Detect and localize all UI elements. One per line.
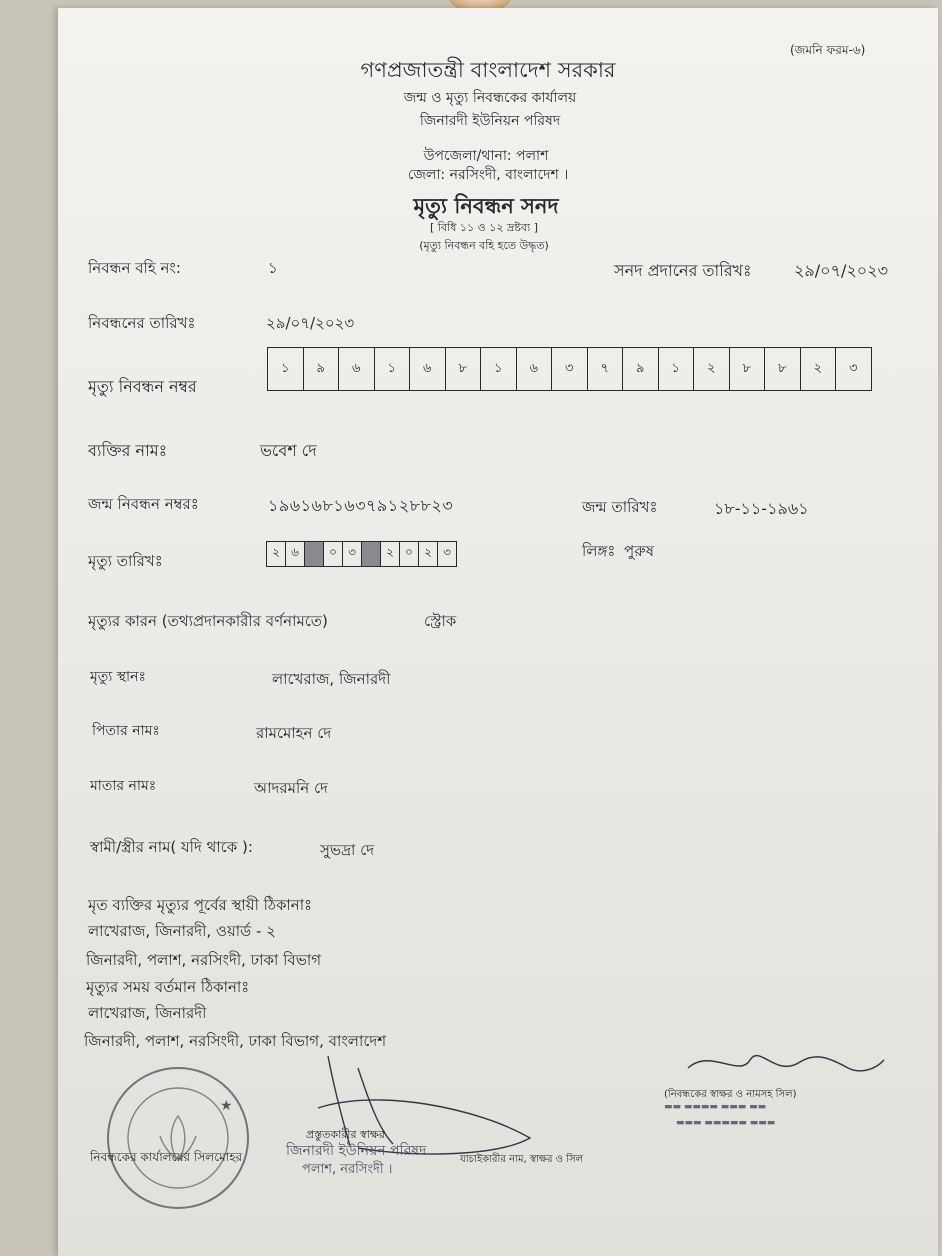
death-reg-digit: ১ bbox=[375, 348, 411, 390]
union-round-seal bbox=[98, 1058, 258, 1218]
death-reg-digit: ৬ bbox=[339, 348, 375, 390]
father-value: রামমোহন দে bbox=[256, 724, 332, 742]
verifier-caption: যাচাইকারীর নাম, স্বাক্ষর ও সিল bbox=[460, 1154, 584, 1165]
registrar-stamp-text-2: ▬▬▬ ▬▬▬▬▬ ▬▬▬ bbox=[676, 1118, 776, 1128]
book-no-value: ১ bbox=[268, 259, 278, 277]
death-date-boxes bbox=[266, 541, 457, 567]
death-date-digit: ২ bbox=[267, 542, 286, 566]
father-label: পিতার নামঃ bbox=[92, 723, 160, 739]
registrar-office-seal-label: নিবন্ধকের কার্যালয়ের সিলমোহর bbox=[90, 1150, 243, 1164]
death-date-digit: ২ bbox=[381, 542, 400, 566]
certificate-paper bbox=[58, 8, 938, 1256]
death-date-label: মৃত্যু তারিখঃ bbox=[88, 552, 163, 570]
death-reg-digit: ৮ bbox=[446, 348, 482, 390]
death-reg-digit: ৯ bbox=[304, 348, 340, 390]
person-name-label: ব্যক্তির নামঃ bbox=[88, 441, 168, 460]
death-reg-digit: ৬ bbox=[410, 348, 446, 390]
permanent-address-line2: জিনারদী, পলাশ, নরসিংদী, ঢাকা বিভাগ bbox=[86, 951, 322, 969]
permanent-address-line1: লাখেরাজ, জিনারদী, ওয়ার্ড - ২ bbox=[88, 922, 276, 940]
government-title: গণপ্রজাতন্ত্রী বাংলাদেশ সরকার bbox=[360, 58, 616, 82]
cause-label: মৃত্যুর কারন (তথ্যপ্রদানকারীর বর্ণনামতে) bbox=[88, 612, 328, 630]
birth-date-label: জন্ম তারিখঃ bbox=[582, 498, 658, 516]
gender-label: লিঙ্গঃ bbox=[582, 542, 616, 560]
preparer-sign-label: প্রস্তুতকারীর স্বাক্ষর bbox=[306, 1128, 385, 1141]
person-name-value: ভবেশ দে bbox=[260, 441, 317, 460]
death-reg-digit: ৮ bbox=[765, 348, 801, 390]
place-label: মৃত্যু স্থানঃ bbox=[90, 669, 146, 685]
registrar-signature bbox=[680, 1038, 890, 1090]
death-reg-digit: ২ bbox=[801, 348, 837, 390]
union-title: জিনারদী ইউনিয়ন পরিষদ bbox=[419, 113, 561, 129]
death-reg-digit: ১ bbox=[481, 348, 517, 390]
district-line: জেলা: নরসিংদী, বাংলাদেশ । bbox=[407, 167, 569, 183]
gender-value: পুরুষ bbox=[624, 542, 654, 560]
death-reg-digit: ১ bbox=[659, 348, 695, 390]
present-address-line2: জিনারদী, পলাশ, নরসিংদী, ঢাকা বিভাগ, বাংলাদেশ bbox=[84, 1032, 387, 1050]
book-no-label: নিবন্ধন বহি নং: bbox=[88, 259, 181, 277]
registration-date-label: নিবন্ধনের তারিখঃ bbox=[88, 314, 196, 332]
registrar-caption: (নিবন্ধকের স্বাক্ষর ও নামসহ সিল) bbox=[664, 1089, 797, 1100]
death-date-digit: ৩ bbox=[443, 545, 451, 559]
spouse-value: সুভদ্রা দে bbox=[320, 841, 375, 859]
death-reg-digit: ৯ bbox=[623, 348, 659, 390]
form-code: (জমনি ফরম-৬) bbox=[790, 43, 866, 57]
issue-date-value: ২৯/০৭/২০২৩ bbox=[794, 261, 888, 280]
union-stamp-line1: জিনারদী ইউনিয়ন পরিষদ bbox=[286, 1143, 427, 1159]
registrar-stamp-text: ▬▬ ▬▬▬▬ ▬▬▬ ▬▬ bbox=[664, 1102, 767, 1112]
death-reg-no-boxes bbox=[267, 347, 872, 391]
death-reg-digit: ৮ bbox=[730, 348, 766, 390]
permanent-address-label: মৃত ব্যক্তির মৃত্যুর পূর্বের স্থায়ী ঠিকানাঃ bbox=[88, 896, 313, 914]
death-date-digit: ৬ bbox=[286, 542, 305, 566]
death-reg-digit: ৩ bbox=[849, 360, 858, 376]
death-reg-digit: ১ bbox=[268, 348, 304, 390]
death-date-separator bbox=[305, 542, 324, 566]
death-reg-digit: ৭ bbox=[588, 348, 624, 390]
upazila-line: উপজেলা/থানা: পলাশ bbox=[423, 148, 549, 164]
death-reg-digit: ২ bbox=[694, 348, 730, 390]
death-date-digit: ০ bbox=[324, 542, 343, 566]
spouse-label: স্বামী/স্ত্রীর নাম( যদি থাকে ): bbox=[90, 838, 253, 856]
union-stamp-line2: পলাশ, নরসিংদী । bbox=[302, 1162, 393, 1177]
rule-reference: [ বিধি ১১ ও ১২ দ্রষ্টব্য ] bbox=[429, 221, 539, 234]
death-reg-digit: ৩ bbox=[552, 348, 588, 390]
death-reg-no-label: মৃত্যু নিবন্ধন নম্বর bbox=[88, 377, 197, 396]
death-date-digit: ২ bbox=[419, 542, 438, 566]
mother-label: মাতার নামঃ bbox=[90, 778, 157, 794]
death-reg-digit: ৬ bbox=[517, 348, 553, 390]
issue-date-label: সনদ প্রদানের তারিখঃ bbox=[614, 261, 752, 280]
cause-value: স্ট্রোক bbox=[424, 612, 457, 630]
death-date-separator bbox=[362, 542, 381, 566]
birth-date-value: ১৮-১১-১৯৬১ bbox=[714, 499, 809, 518]
death-date-digit: ৩ bbox=[343, 542, 362, 566]
death-date-digit: ০ bbox=[400, 542, 419, 566]
place-value: লাখেরাজ, জিনারদী bbox=[272, 670, 391, 688]
mother-value: আদরমনি দে bbox=[254, 779, 328, 797]
birth-reg-no-label: জন্ম নিবন্ধন নম্বরঃ bbox=[88, 495, 199, 513]
present-address-label: মৃত্যুর সময় বর্তমান ঠিকানাঃ bbox=[86, 978, 250, 996]
office-title: জন্ম ও মৃত্যু নিবন্ধকের কার্যালয় bbox=[403, 90, 577, 106]
certificate-title: মৃত্যু নিবন্ধন সনদ bbox=[413, 194, 559, 218]
birth-reg-no-value: ১৯৬১৬৮১৬৩৭৯১২৮৮২৩ bbox=[268, 496, 454, 515]
svg-text:★: ★ bbox=[220, 1098, 233, 1114]
registration-date-value: ২৯/০৭/২০২৩ bbox=[266, 314, 355, 332]
present-address-line1: লাখেরাজ, জিনারদী bbox=[88, 1004, 207, 1022]
extract-note: (মৃত্যু নিবন্ধন বহি হতে উদ্ধৃত) bbox=[419, 239, 549, 252]
